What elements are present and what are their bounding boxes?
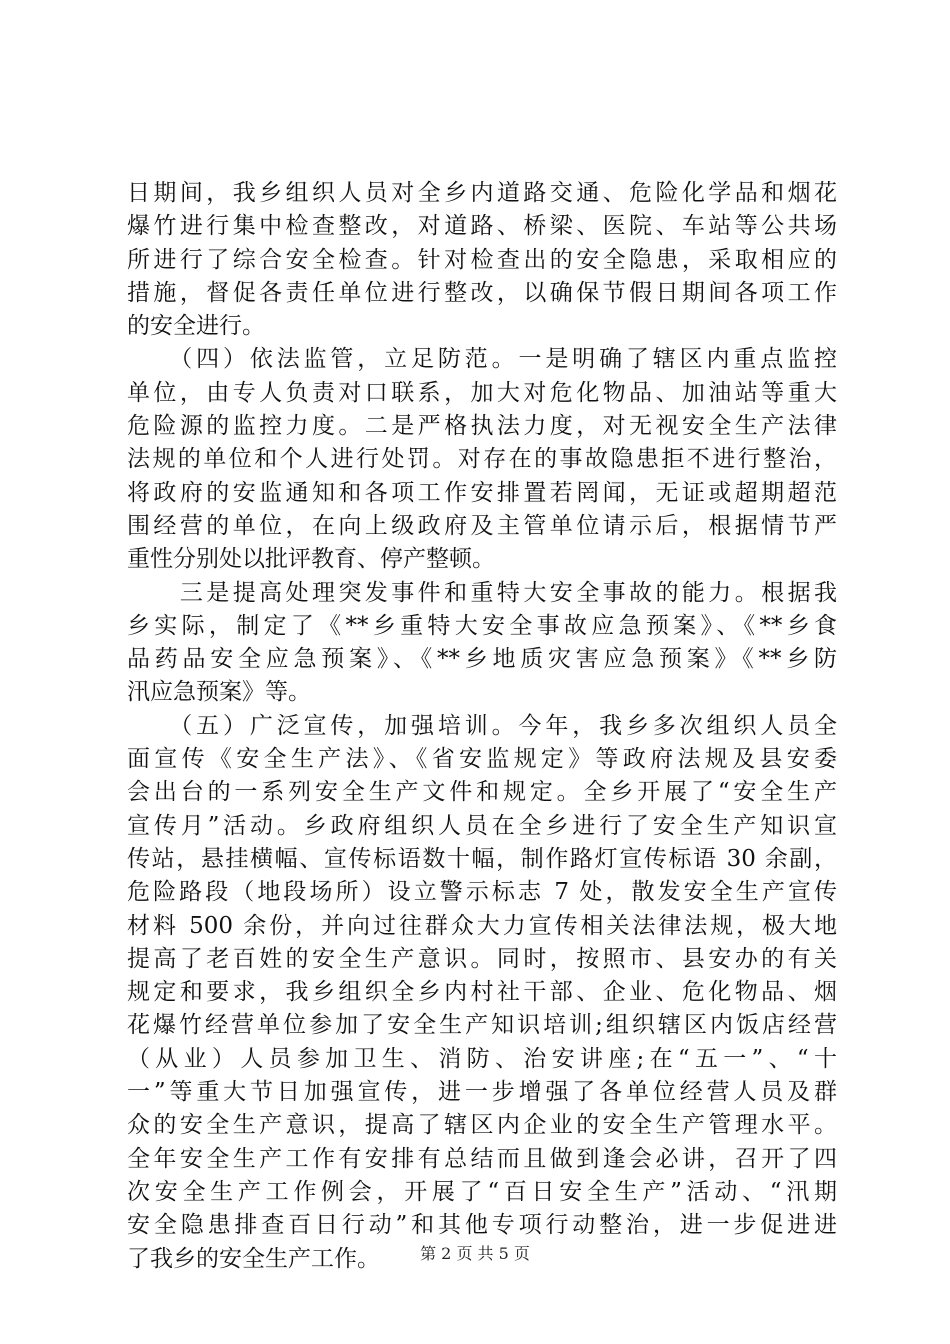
text-line: 爆竹进行集中检查整改，对道路、桥梁、医院、车站等公共场 (127, 213, 837, 240)
text-line: 危险源的监控力度。二是严格执法力度，对无视安全生产法律 (127, 413, 837, 440)
text-line: 单位，由专人负责对口联系，加大对危化物品、加油站等重大 (127, 379, 837, 406)
text-line: （五）广泛宣传，加强培训。今年，我乡多次组织人员全 (127, 712, 837, 739)
text-line: 重性分别处以批评教育、停产整顿。 (127, 546, 495, 573)
text-line: 全年安全生产工作有安排有总结而且做到逢会必讲，召开了四 (127, 1145, 837, 1172)
text-line: 了我乡的安全生产工作。 (127, 1245, 380, 1272)
text-line: 传站，悬挂横幅、宣传标语数十幅，制作路灯宣传标语 30 余副， (127, 845, 837, 872)
text-line: 围经营的单位，在向上级政府及主管单位请示后，根据情节严 (127, 512, 837, 539)
text-line: 所进行了综合安全检查。针对检查出的安全隐患，采取相应的 (127, 246, 837, 273)
text-line: 三是提高处理突发事件和重特大安全事故的能力。根据我 (127, 579, 837, 606)
text-line: 材料 500 余份，并向过往群众大力宣传相关法律法规，极大地 (127, 912, 837, 939)
text-line: 将政府的安监通知和各项工作安排置若罔闻，无证或超期超范 (127, 479, 837, 506)
text-line: 提高了老百姓的安全生产意识。同时，按照市、县安办的有关 (127, 945, 837, 972)
text-line: 日期间，我乡组织人员对全乡内道路交通、危险化学品和烟花 (127, 180, 837, 206)
text-line: （四）依法监管，立足防范。一是明确了辖区内重点监控 (127, 346, 837, 373)
text-line: 品药品安全应急预案》、《**乡地质灾害应急预案》《**乡防 (127, 646, 837, 673)
document-body (127, 177, 837, 1276)
text-line: 次安全生产工作例会，开展了“百日安全生产”活动、“汛期 (127, 1178, 837, 1205)
text-line: 危险路段（地段场所）设立警示标志 7 处，散发安全生产宣传 (127, 879, 837, 906)
text-line: 面宣传《安全生产法》、《省安监规定》等政府法规及县安委 (127, 746, 837, 773)
text-line: 宣传月”活动。乡政府组织人员在全乡进行了安全生产知识宣 (127, 812, 837, 839)
text-line: 花爆竹经营单位参加了安全生产知识培训;组织辖区内饭店经营 (127, 1012, 837, 1039)
text-line: 的安全进行。 (127, 313, 265, 340)
text-line: 一”等重大节日加强宣传，进一步增强了各单位经营人员及群 (127, 1079, 837, 1106)
text-line: 法规的单位和个人进行处罚。对存在的事故隐患拒不进行整治， (127, 446, 837, 473)
text-line: 规定和要求，我乡组织全乡内村社干部、企业、危化物品、烟 (127, 979, 837, 1006)
text-line: 众的安全生产意识，提高了辖区内企业的安全生产管理水平。 (127, 1112, 837, 1139)
text-line: 措施，督促各责任单位进行整改，以确保节假日期间各项工作 (127, 279, 837, 306)
text-line: （从业）人员参加卫生、消防、治安讲座;在“五一”、“十 (127, 1045, 837, 1072)
text-line: 会出台的一系列安全生产文件和规定。全乡开展了“安全生产 (127, 779, 837, 806)
text-line: 乡实际，制定了《**乡重特大安全事故应急预案》、《**乡食 (127, 612, 837, 639)
page-number-footer: 第 2 页 共 5 页 (420, 1244, 530, 1263)
text-line: 安全隐患排查百日行动”和其他专项行动整治，进一步促进进 (127, 1212, 837, 1239)
text-line: 汛应急预案》等。 (127, 679, 311, 706)
